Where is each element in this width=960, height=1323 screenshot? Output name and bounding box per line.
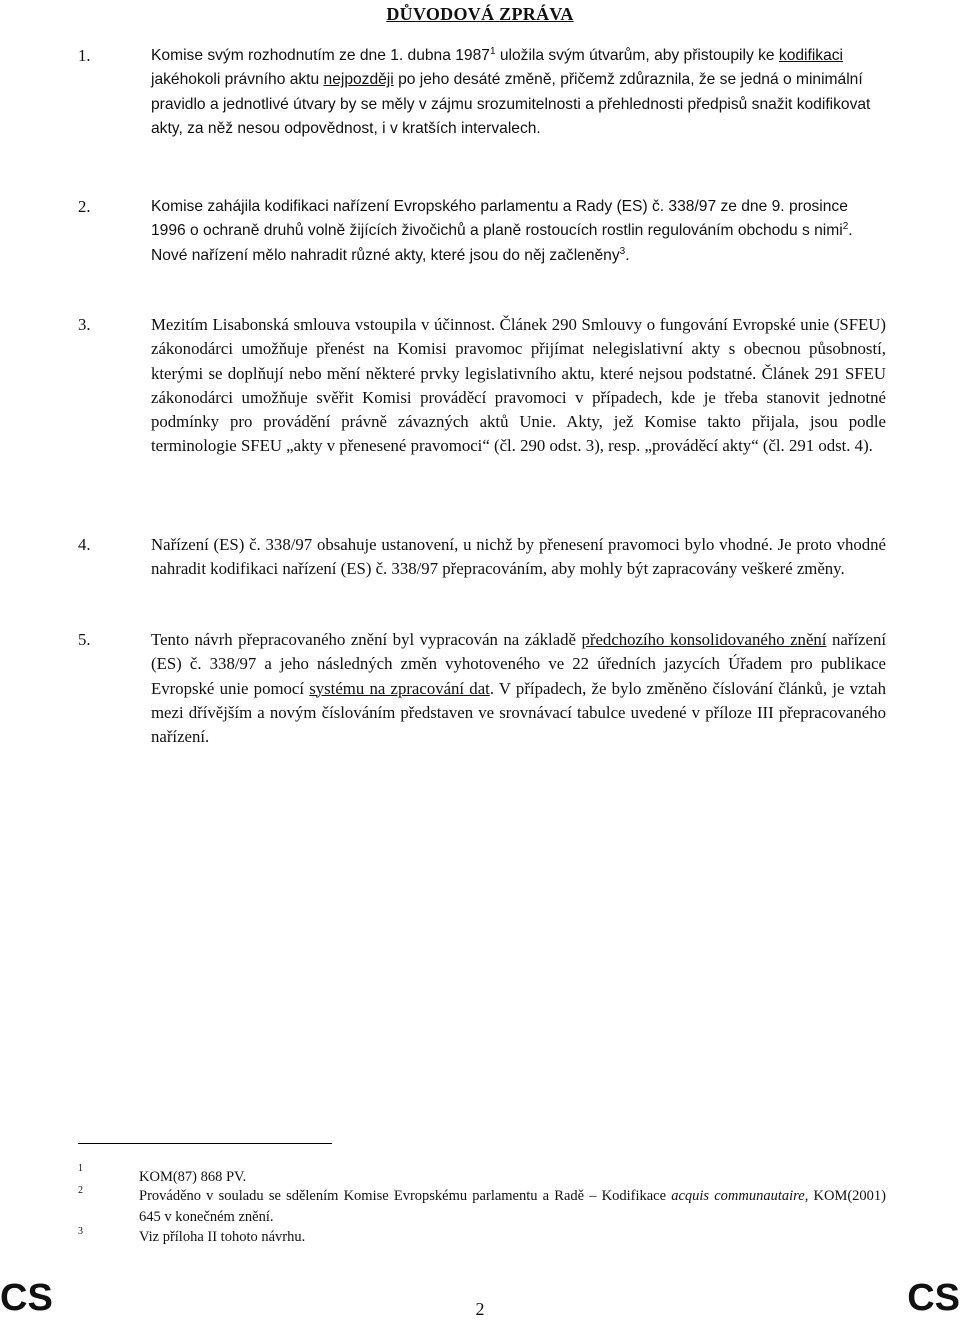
paragraph-text: Tento návrh přepracovaného znění byl vypracován na základě předchozího konsolidovaného znění nařízení (ES) č. 338/97 a jeho následných změn vyhotoveného ve 22 úředních jazycích Úřadem pro publikace Evropské unie pomocí systému na zpracování dat. V případech, že bylo změněno číslování článků, je vztah mezi dřívějším a novým číslováním představen ve srovnávací tabulce uvedené v příloze III přepracovaného nařízení. xyxy=(151,630,886,747)
footnote-3: Viz příloha II tohoto návrhu. xyxy=(139,1229,306,1245)
paragraph-5 xyxy=(78,628,886,778)
footnote-2: Prováděno v souladu se sdělením Komise Evropskému parlamentu a Radě – Kodifikace acquis communautaire, KOM(2001) 645 v konečném znění. xyxy=(139,1188,886,1225)
footnote-separator xyxy=(78,1143,332,1144)
paragraph-number: 2. xyxy=(78,197,91,216)
page-title: DŮVODOVÁ ZPRÁVA xyxy=(386,4,574,24)
footnote-mark-3: 3 xyxy=(78,1226,83,1237)
footnote-1: KOM(87) 868 PV. xyxy=(139,1169,247,1185)
paragraph-number: 3. xyxy=(78,315,91,334)
footnote-mark-1: 1 xyxy=(78,1163,83,1174)
paragraph-text: Mezitím Lisabonská smlouva vstoupila v účinnost. Článek 290 Smlouvy o fungování Evropské unie (SFEU) zákonodárci umožňuje přenést na Komisi pravomoc přijímat nelegislativní akty s obecnou působností, kterými se doplňují nebo mění některé prvky legislativního aktu, které nejsou podstatné. Článek 291 SFEU zákonodárci umožňuje svěřit Komisi prováděcí pravomoci v případech, kde je třeba stanovit jednotné podmínky pro provádění právně závazných aktů Unie. Akty, jež Komise takto přijala, jsou podle terminologie SFEU „akty v přenesené pravomoci“ (čl. 290 odst. 3), resp. „prováděcí akty“ (čl. 291 odst. 4). xyxy=(151,315,886,456)
footnote-ref-3[interactable]: 3 xyxy=(619,245,626,257)
language-code-right: CS xyxy=(907,1277,960,1319)
paragraph-text: Komise svým rozhodnutím ze dne 1. dubna 1987$^1$ uložila svým útvarům, aby přistoupily ke kodifikaci jakéhokoli právního aktu nejpozději po jeho desáté změně, přičemž zdůraznila, že se jedná o minimální pravidlo a jednotlivé útvary by se měly v zájmu srozumitelnosti a přehlednosti předpisů snažit kodifikovat akty, za něž nesou odpovědnost, i v kratších intervalech. xyxy=(151,46,871,137)
footnote-ref-2[interactable]: 2 xyxy=(842,221,849,233)
paragraph-number: 4. xyxy=(78,535,91,554)
paragraph-number: 1. xyxy=(78,46,91,65)
paragraph-text: Komise zahájila kodifikaci nařízení Evropského parlamentu a Rady (ES) č. 338/97 ze dne 9. prosince 1996 o ochraně druhů volně žijících živočichů a planě rostoucích rostlin regulováním obchodu s nimi$^2$. Nové nařízení mělo nahradit různé akty, které jsou do něj začleněny$^3$. xyxy=(151,198,853,264)
paragraph-1 xyxy=(78,44,886,174)
paragraph-3 xyxy=(78,313,886,513)
paragraph-number: 5. xyxy=(78,630,91,649)
footnote-mark-2: 2 xyxy=(78,1185,83,1196)
language-code-left: CS xyxy=(0,1277,53,1319)
paragraph-4 xyxy=(78,533,886,608)
page-number: 2 xyxy=(475,1299,485,1319)
footnote-ref-1[interactable]: 1 xyxy=(489,46,496,57)
paragraph-2 xyxy=(78,195,886,300)
paragraph-text: Nařízení (ES) č. 338/97 obsahuje ustanovení, u nichž by přenesení pravomoci bylo vhodné. Je proto vhodné nahradit kodifikaci nařízení (ES) č. 338/97 přepracováním, aby mohly být zapracovány veškeré změny. xyxy=(151,535,886,579)
